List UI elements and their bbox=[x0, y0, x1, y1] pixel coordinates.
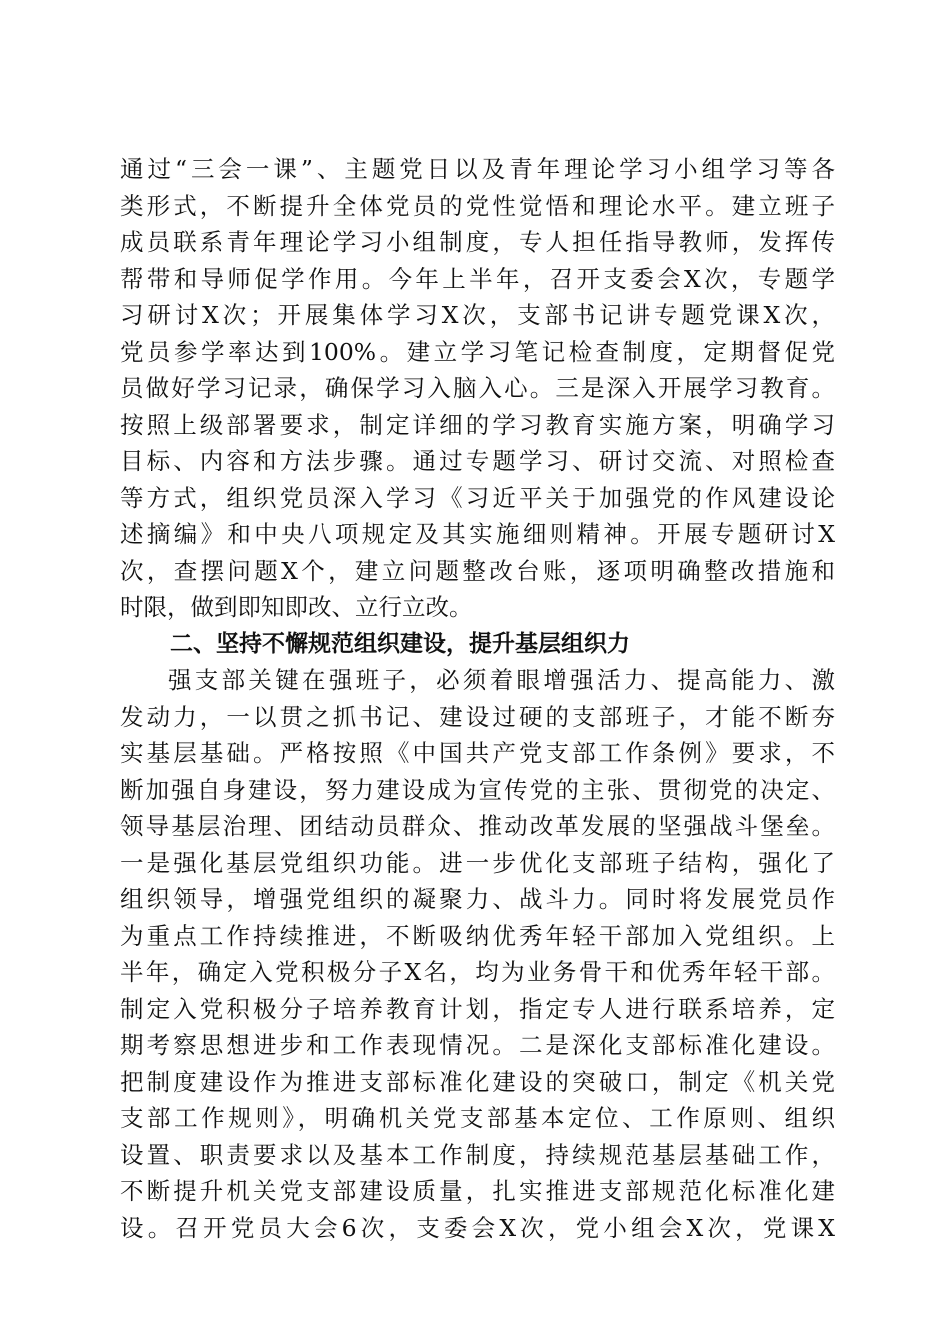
document-page bbox=[120, 151, 835, 1246]
text-line: 员做好学习记录，确保学习入脑入心。三是深入开展学习教育。 bbox=[120, 374, 835, 402]
text-line: 把制度建设作为推进支部标准化建设的突破口，制定《机关党 bbox=[120, 1067, 835, 1096]
text-line: 发动力，一以贯之抓书记、建设过硬的支部班子，才能不断夯 bbox=[120, 702, 835, 731]
text-line: 成员联系青年理论学习小组制度，专人担任指导教师，发挥传 bbox=[120, 228, 835, 256]
text-line: 实基层基础。严格按照《中国共产党支部工作条例》要求，不 bbox=[120, 739, 835, 767]
text-line: 类形式，不断提升全体党员的党性觉悟和理论水平。建立班子 bbox=[120, 191, 835, 220]
text-line: 不断提升机关党支部建设质量，扎实推进支部规范化标准化建 bbox=[120, 1177, 835, 1205]
text-line: 制定入党积极分子培养教育计划，指定专人进行联系培养，定 bbox=[120, 994, 835, 1023]
section1-paragraph bbox=[120, 151, 835, 626]
text-line: 半年，确定入党积极分子X名，均为业务骨干和优秀年轻干部。 bbox=[120, 958, 835, 986]
text-line: 等方式，组织党员深入学习《习近平关于加强党的作风建设论 bbox=[120, 483, 835, 512]
section-heading: 二、坚持不懈规范组织建设，提升基层组织力 bbox=[170, 630, 630, 657]
text-line: 党员参学率达到100%。建立学习笔记检查制度，定期督促党 bbox=[120, 337, 835, 366]
text-line: 断加强自身建设，努力建设成为宣传党的主张、贯彻党的决定、 bbox=[120, 775, 835, 804]
text-line: 设置、职责要求以及基本工作制度，持续规范基层基础工作， bbox=[120, 1140, 835, 1169]
text-line: 组织领导，增强党组织的凝聚力、战斗力。同时将发展党员作 bbox=[120, 885, 835, 913]
text-line: 一是强化基层党组织功能。进一步优化支部班子结构，强化了 bbox=[120, 848, 835, 877]
text-line: 设。召开党员大会6次，支委会X次，党小组会X次，党课X bbox=[120, 1213, 836, 1242]
text-line: 按照上级部署要求，制定详细的学习教育实施方案，明确学习 bbox=[120, 410, 835, 439]
text-line: 强支部关键在强班子，必须着眼增强活力、提高能力、激 bbox=[168, 666, 835, 694]
text-line: 通过“三会一课”、主题党日以及青年理论学习小组学习等各 bbox=[120, 155, 835, 183]
text-line: 领导基层治理、团结动员群众、推动改革发展的坚强战斗堡垒。 bbox=[120, 812, 835, 840]
text-line: 目标、内容和方法步骤。通过专题学习、研讨交流、对照检查 bbox=[120, 447, 835, 475]
text-line: 习研讨X次；开展集体学习X次，支部书记讲专题党课X次， bbox=[120, 301, 835, 329]
text-line: 为重点工作持续推进，不断吸纳优秀年轻干部加入党组织。上 bbox=[120, 921, 835, 950]
text-line: 支部工作规则》，明确机关党支部基本定位、工作原则、组织 bbox=[120, 1104, 835, 1132]
text-line: 次，查摆问题X个，建立问题整改台账，逐项明确整改措施和 bbox=[120, 556, 835, 585]
text-line: 时限，做到即知即改、立行立改。 bbox=[120, 593, 473, 621]
text-line: 帮带和导师促学作用。今年上半年，召开支委会X次，专题学 bbox=[120, 264, 835, 293]
text-line: 述摘编》和中央八项规定及其实施细则精神。开展专题研讨X bbox=[120, 520, 835, 548]
section2-paragraph bbox=[120, 662, 835, 1246]
text-line: 期考察思想进步和工作表现情况。二是深化支部标准化建设。 bbox=[120, 1031, 835, 1059]
